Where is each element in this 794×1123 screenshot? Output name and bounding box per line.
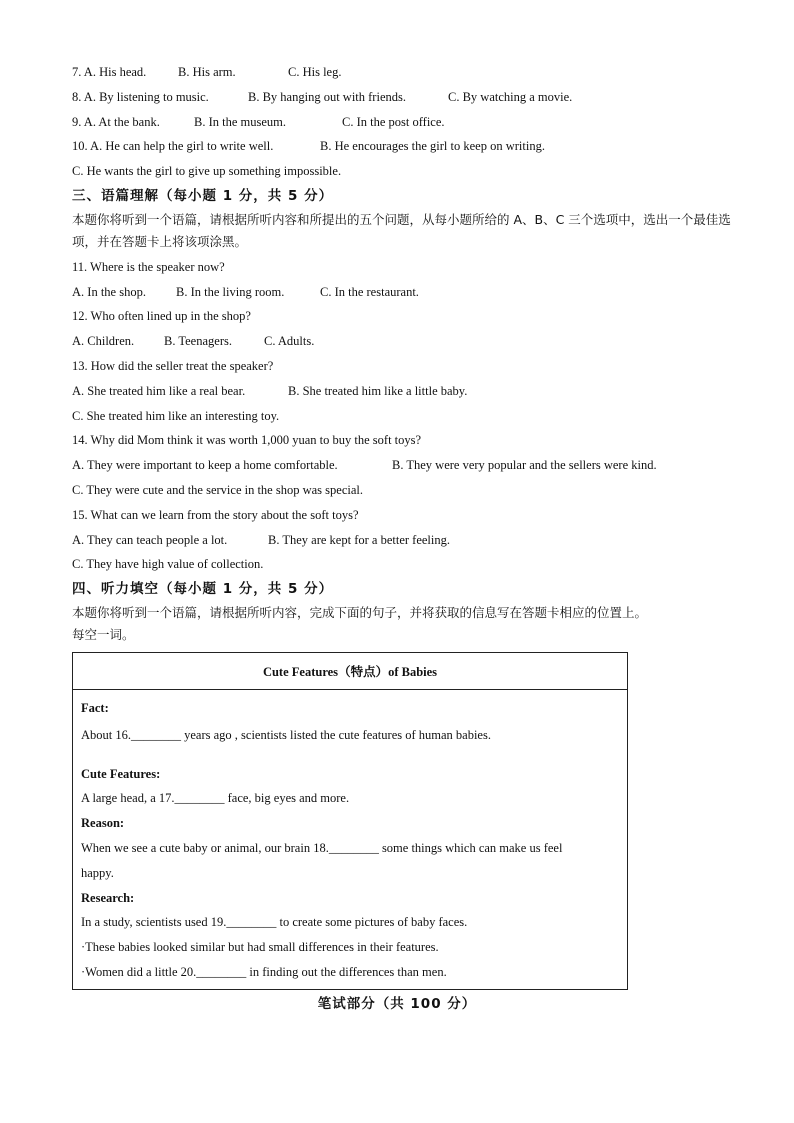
q14-option-a: A. They were important to keep a home comfortable.: [72, 458, 338, 473]
q14-option-b: B. They were very popular and the sellers were kind.: [392, 458, 657, 473]
q14-options: [72, 453, 732, 478]
q10-option-b: B. He encourages the girl to keep on writing.: [320, 139, 545, 154]
reason-text-1: When we see a cute baby or animal, our brain 18.________ some things which can make us feel: [81, 840, 563, 855]
q10-option-c: C. He wants the girl to give up something impossible.: [72, 164, 342, 179]
research-text-3: ·Women did a little 20.________ in finding out the differences than men.: [81, 964, 447, 979]
question-14: 14. Why did Mom think it was worth 1,000 yuan to buy the soft toys?: [72, 433, 422, 448]
q11-option-c: C. In the restaurant.: [320, 284, 419, 299]
listening-questions: [72, 60, 732, 646]
q13-option-c: C. She treated him like an interesting toy.: [72, 408, 280, 423]
research-text-2: ·These babies looked similar but had small differences in their features.: [81, 940, 439, 955]
q12-option-b: B. Teenagers.: [164, 334, 232, 349]
q8-option-a: 8. A. By listening to music.: [72, 89, 209, 104]
q7-option-c: C. His leg.: [288, 65, 342, 79]
q13-option-a: A. She treated him like a real bear.: [72, 383, 246, 398]
q12-option-c: C. Adults.: [264, 334, 315, 349]
q12-options: [72, 329, 732, 354]
question-8: [72, 85, 732, 110]
question-15: 15. What can we learn from the story about the soft toys?: [72, 507, 359, 522]
q7-option-a: 7. A. His head.: [72, 65, 147, 79]
q11-options: [72, 280, 732, 305]
question-11: 11. Where is the speaker now?: [72, 259, 225, 274]
q15-option-b: B. They are kept for a better feeling.: [268, 532, 450, 547]
table-body: [73, 690, 627, 985]
q12-option-a: A. Children.: [72, 334, 135, 349]
q11-option-b: B. In the living room.: [176, 284, 285, 299]
q15-option-a: A. They can teach people a lot.: [72, 532, 228, 547]
question-13: 13. How did the seller treat the speaker?: [72, 358, 274, 373]
question-9: [72, 110, 732, 135]
fact-text: About 16.________ years ago , scientists listed the cute features of human babies.: [81, 727, 491, 742]
section-4-heading: 四、听力填空（每小题 1 分，共 5 分）: [72, 581, 334, 598]
reason-text-2: happy.: [81, 865, 114, 880]
reason-label: Reason:: [81, 816, 125, 831]
table-title-of: of Babies: [388, 665, 438, 679]
q15-option-c: C. They have high value of collection.: [72, 557, 264, 572]
q11-option-a: A. In the shop.: [72, 284, 146, 299]
research-label: Research:: [81, 890, 135, 905]
question-7: [72, 60, 732, 85]
fact-label: Fact:: [81, 701, 109, 715]
features-text: A large head, a 17.________ face, big eyes and more.: [81, 791, 350, 806]
question-12: 12. Who often lined up in the shop?: [72, 309, 251, 324]
q15-options: [72, 528, 732, 553]
table-title: [73, 653, 627, 690]
section-3-instruction: 本题你将听到一个语篇，请根据所听内容和所提出的五个问题，从每小题所给的 A、B、C 三个选项中，选出一个最佳选项，并在答题卡上将该项涂黑。: [72, 211, 731, 249]
question-10: [72, 134, 732, 159]
section-4-instruction-2: 每空一词。: [72, 626, 135, 642]
written-part-title: 笔试部分（共 100 分）: [317, 996, 477, 1012]
q9-option-b: B. In the museum.: [194, 114, 287, 129]
table-title-cn: （特点）: [338, 664, 389, 679]
section-4-instruction-1: 本题你将听到一个语篇，请根据所听内容，完成下面的句子，并将获取的信息写在答题卡相应的位置上。: [72, 604, 648, 620]
section-3-heading: 三、语篇理解（每小题 1 分，共 5 分）: [72, 187, 334, 204]
q8-option-b: B. By hanging out with friends.: [248, 89, 406, 104]
q13-option-b: B. She treated him like a little baby.: [288, 383, 468, 398]
q13-options: [72, 379, 732, 404]
research-text-1: In a study, scientists used 19.________ to create some pictures of baby faces.: [81, 915, 468, 930]
cute-features-table: [72, 652, 628, 990]
table-title-en: Cute Features: [262, 665, 339, 679]
q9-option-c: C. In the post office.: [342, 114, 445, 129]
q9-option-a: 9. A. At the bank.: [72, 114, 160, 129]
q10-option-a: 10. A. He can help the girl to write well.: [72, 139, 274, 154]
q14-option-c: C. They were cute and the service in the shop was special.: [72, 482, 363, 497]
q8-option-c: C. By watching a movie.: [448, 89, 573, 104]
features-label: Cute Features:: [81, 766, 161, 781]
q7-option-b: B. His arm.: [178, 65, 236, 79]
